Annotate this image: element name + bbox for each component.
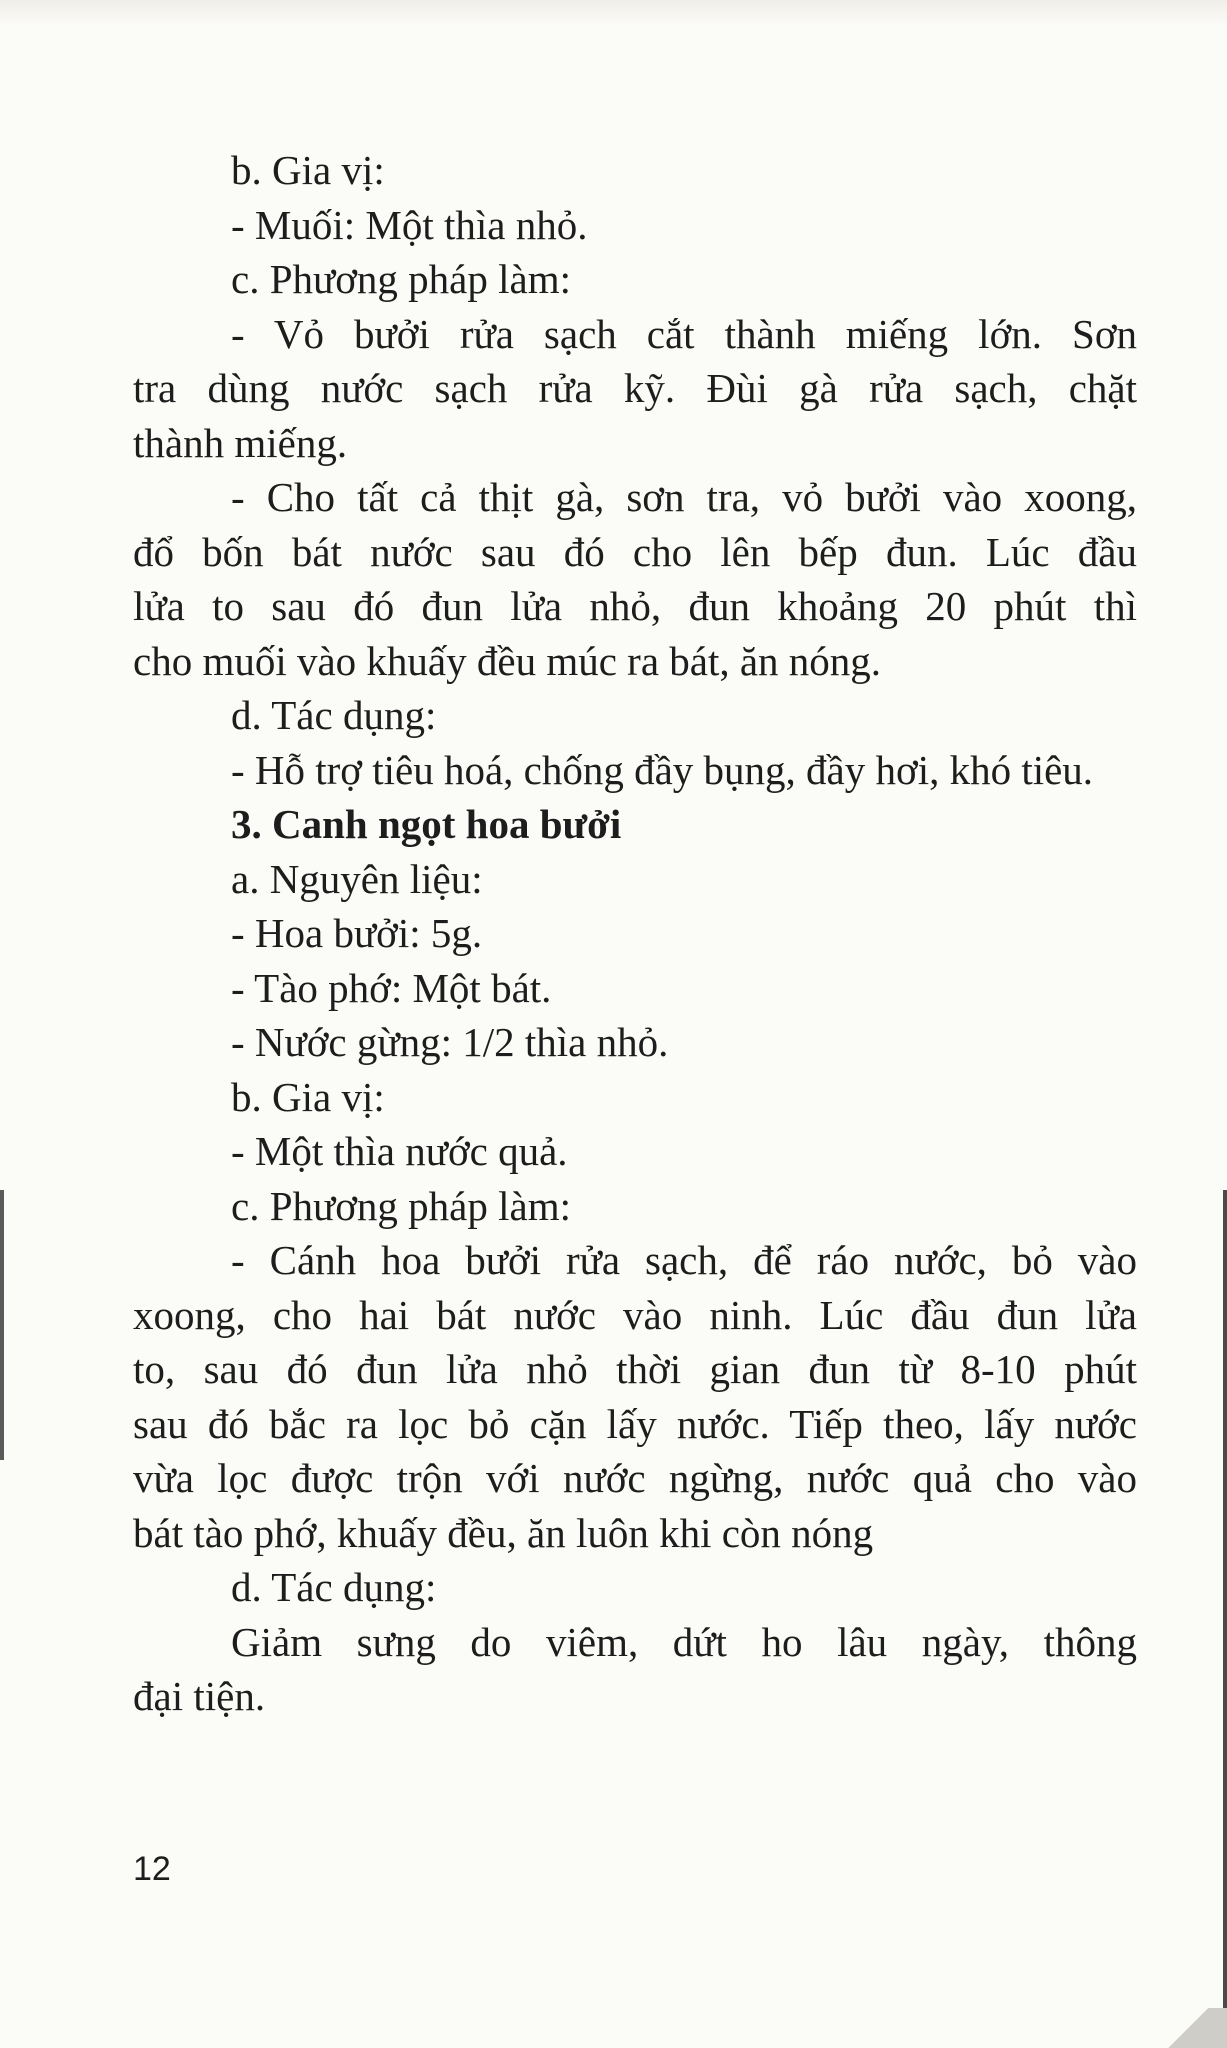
subheading-effect: d. Tác dụng: [231,692,437,738]
paragraph-line: vừa lọc được trộn với nước ngừng, nước quả cho vào [133,1455,1137,1501]
paragraph-line: Giảm sưng do viêm, dứt ho lâu ngày, thông [231,1618,1137,1665]
paragraph-line: to, sau đó đun lửa nhỏ thời gian đun từ 8-10 phút [133,1346,1137,1392]
page-edge-left [0,1190,4,1460]
paragraph-line: - Cho tất cả thịt gà, sơn tra, vỏ bưởi vào xoong, [231,474,1137,520]
subheading-method: c. Phương pháp làm: [231,1182,571,1229]
paragraph-line: tra dùng nước sạch rửa kỹ. Đùi gà rửa sạch, chặt [133,365,1137,411]
paragraph-line: sau đó bắc ra lọc bỏ cặn lấy nước. Tiếp theo, lấy nước [133,1400,1137,1447]
subheading-method: c. Phương pháp làm: [231,256,571,302]
subheading-effect: d. Tác dụng: [231,1564,437,1610]
section-heading: 3. Canh ngọt hoa bưởi [231,801,622,847]
paragraph-line: - Cánh hoa bưởi rửa sạch, để ráo nước, bỏ vào [231,1237,1137,1283]
page-number: 12 [133,1850,171,1888]
list-item: - Tào phớ: Một bát. [231,964,552,1011]
list-item: - Một thìa nước quả. [231,1128,568,1174]
paragraph-line: đổ bốn bát nước sau đó cho lên bếp đun. Lúc đầu [133,528,1137,575]
page-shadow-top [0,0,1227,26]
paragraph-line: cho muối vào khuấy đều múc ra bát, ăn nóng. [133,637,882,684]
paragraph-line: - Vỏ bưởi rửa sạch cắt thành miếng lớn. Sơn [231,310,1137,357]
page-edge-right [1223,1190,1227,2048]
page-corner-fold [1150,2008,1227,2048]
paragraph-line: bát tào phớ, khuấy đều, ăn luôn khi còn nóng [133,1509,874,1556]
list-item: - Hỗ trợ tiêu hoá, chống đầy bụng, đầy hơi, khó tiêu. [231,746,1094,793]
paragraph-line: thành miếng. [133,419,348,466]
list-item: - Muối: Một thìa nhỏ. [231,201,588,248]
list-item: - Nước gừng: 1/2 thìa nhỏ. [231,1019,669,1065]
subheading-ingredients: a. Nguyên liệu: [231,855,483,902]
subheading-seasoning: b. Gia vị: [231,1073,385,1120]
paragraph-line: xoong, cho hai bát nước vào ninh. Lúc đầu đun lửa [133,1291,1137,1338]
list-item: - Hoa bưởi: 5g. [231,910,483,956]
paragraph-line: lửa to sau đó đun lửa nhỏ, đun khoảng 20 phút thì [133,583,1137,629]
page-body [133,143,1137,1724]
paragraph-line: đại tiện. [133,1673,266,1719]
subheading-seasoning: b. Gia vị: [231,147,385,193]
